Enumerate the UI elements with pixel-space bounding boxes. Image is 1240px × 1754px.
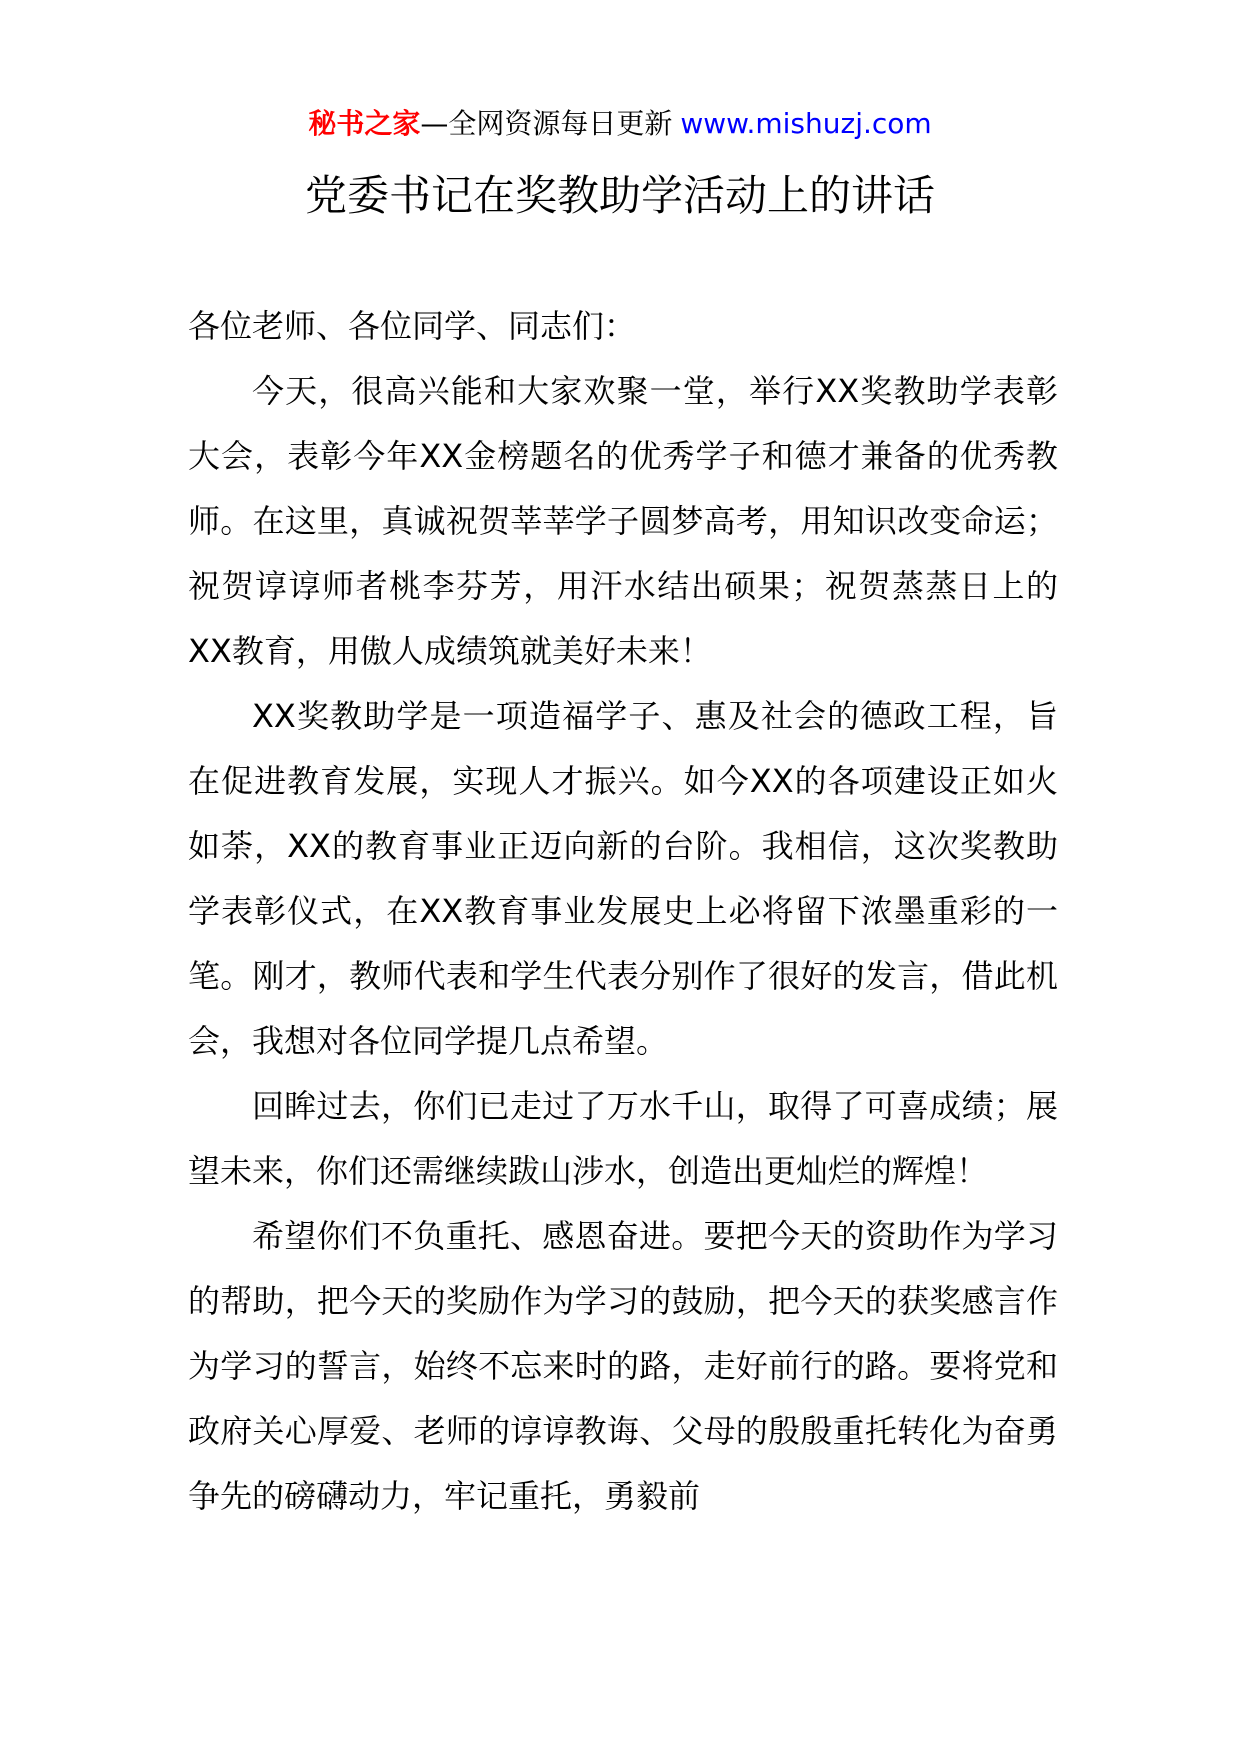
document-body <box>188 294 1058 1529</box>
site-banner <box>0 104 1240 144</box>
paragraph: 希望你们不负重托、感恩奋进。要把今天的资助作为学习的帮助，把今天的奖励作为学习的鼓励，把今天的获奖感言作为学习的誓言，始终不忘来时的路，走好前行的路。要将党和政府关心厚爱、老师的谆谆教诲、父母的殷殷重托转化为奋勇争先的磅礴动力，牢记重托，勇毅前 <box>188 1217 1058 1515</box>
brand-name: 秘书之家 <box>308 107 421 140</box>
paragraph: 今天，很高兴能和大家欢聚一堂，举行XX奖教助学表彰大会，表彰今年XX金榜题名的优秀学子和德才兼备的优秀教师。在这里，真诚祝贺莘莘学子圆梦高考，用知识改变命运；祝贺谆谆师者桃李芬芳，用汗水结出硕果；祝贺蒸蒸日上的XX教育，用傲人成绩筑就美好未来！ <box>188 372 1058 670</box>
site-link[interactable]: www.mishuzj.com <box>680 107 932 140</box>
greeting: 各位老师、各位同学、同志们： <box>188 307 637 345</box>
paragraph: XX奖教助学是一项造福学子、惠及社会的德政工程，旨在促进教育发展，实现人才振兴。如今XX的各项建设正如火如荼，XX的教育事业正迈向新的台阶。我相信，这次奖教助学表彰仪式，在XX教育事业发展史上必将留下浓墨重彩的一笔。刚才，教师代表和学生代表分别作了很好的发言，借此机会，我想对各位同学提几点希望。 <box>188 697 1058 1060</box>
banner-slogan: —全网资源每日更新 <box>420 107 673 140</box>
document-title: 党委书记在奖教助学活动上的讲话 <box>304 171 935 220</box>
paragraph: 回眸过去，你们已走过了万水千山，取得了可喜成绩；展望未来，你们还需继续跋山涉水，创造出更灿烂的辉煌！ <box>188 1087 1058 1190</box>
